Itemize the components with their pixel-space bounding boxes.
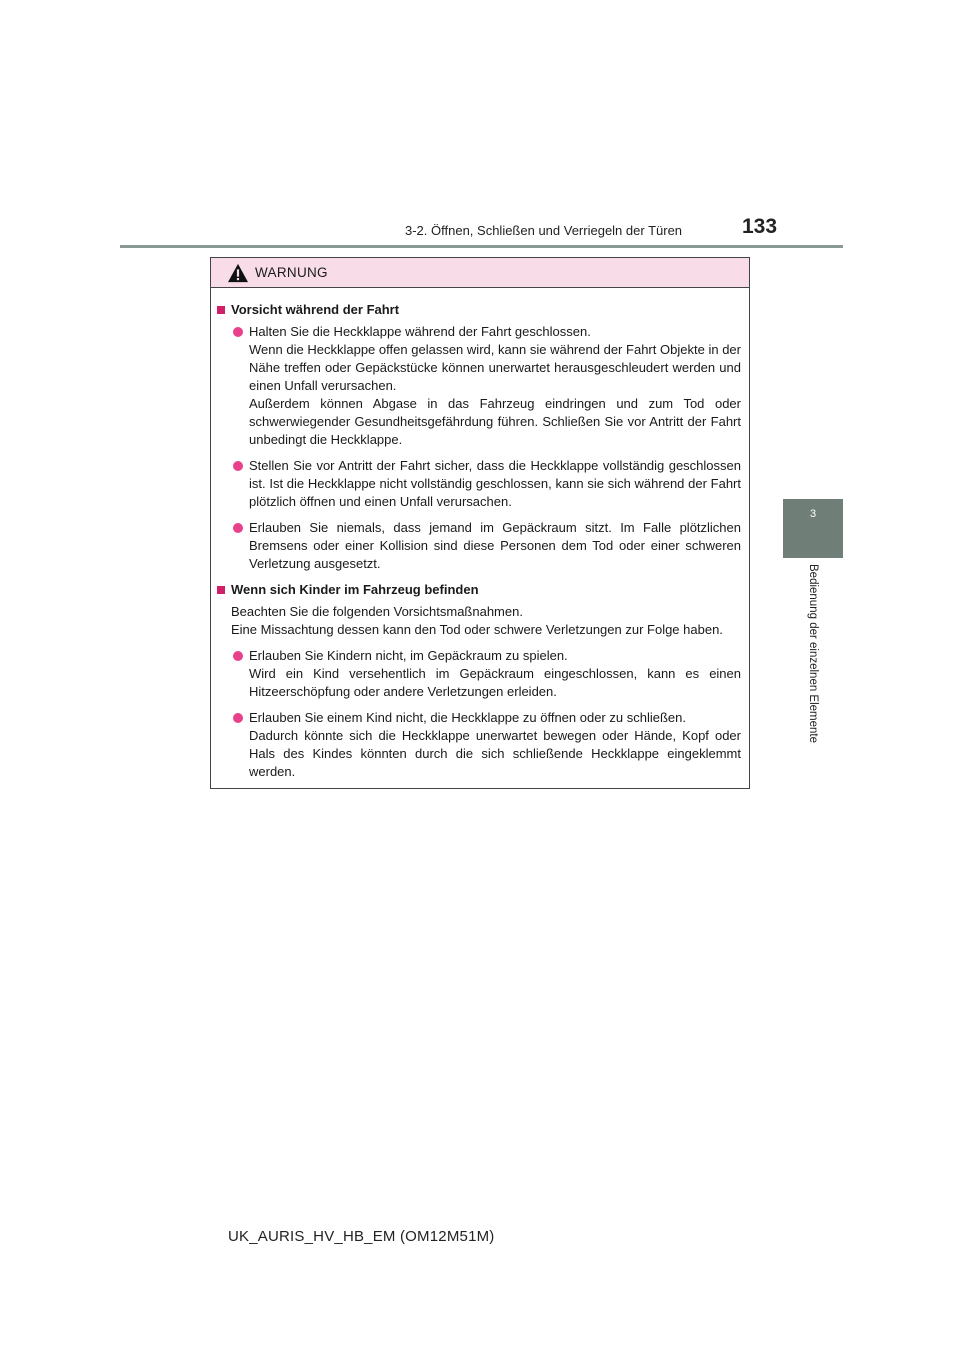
intro-text: Eine Missachtung dessen kann den Tod oder schwere Verletzungen zur Folge haben. xyxy=(231,622,723,637)
circle-bullet-icon xyxy=(233,327,243,337)
bullet-text: Wenn die Heckklappe offen gelassen wird, kann sie während der Fahrt Objekte in der Nähe treffen oder Gepäckstücke können unerwartet herausgeschleudert werden und einen Unfall verursachen. xyxy=(249,342,741,393)
square-bullet-icon xyxy=(217,306,225,314)
section-heading-text: Vorsicht während der Fahrt xyxy=(231,302,400,317)
circle-bullet-icon xyxy=(233,523,243,533)
bullet-text: Erlauben Sie niemals, dass jemand im Gepäckraum sitzt. Im Falle plötzlichen Bremsens oder einer Kollision sind diese Personen dem Tod oder einer schweren Verletzung ausgesetzt. xyxy=(249,520,741,571)
page-number: 133 xyxy=(742,215,778,238)
section-heading xyxy=(217,301,741,319)
bullet-text: Dadurch könnte sich die Heckklappe unerwartet bewegen oder Hände, Kopf oder Hals des Kindes könnten durch die sich schließende Heckklappe eingeklemmt werden. xyxy=(249,728,741,779)
section-heading-text: Wenn sich Kinder im Fahrzeug befinden xyxy=(231,582,479,597)
bullet-item xyxy=(233,647,741,701)
header-rule xyxy=(120,245,843,248)
section-intro xyxy=(231,603,741,639)
circle-bullet-icon xyxy=(233,461,243,471)
footer-manual-code: UK_AURIS_HV_HB_EM (OM12M51M) xyxy=(228,1228,495,1245)
bullet-text: Wird ein Kind versehentlich im Gepäckraum eingeschlossen, kann es einen Hitzeerschöpfung oder andere Verletzungen erleiden. xyxy=(249,666,741,699)
bullet-item xyxy=(233,323,741,449)
bullet-item xyxy=(233,457,741,511)
warning-box xyxy=(210,257,750,789)
circle-bullet-icon xyxy=(233,651,243,661)
circle-bullet-icon xyxy=(233,713,243,723)
bullet-text: Halten Sie die Heckklappe während der Fahrt geschlossen. xyxy=(249,324,591,339)
bullet-item xyxy=(233,709,741,781)
chapter-tab-label xyxy=(783,558,843,773)
running-header-section: 3-2. Öffnen, Schließen und Verriegeln der Türen xyxy=(405,223,683,238)
warning-title: WARNUNG xyxy=(255,265,328,280)
side-tab-spacer xyxy=(783,248,843,498)
square-bullet-icon xyxy=(217,586,225,594)
intro-text: Beachten Sie die folgenden Vorsichtsmaßnahmen. xyxy=(231,604,523,619)
warning-triangle-icon xyxy=(227,263,249,283)
chapter-tab-label-text: Bedienung der einzelnen Elemente xyxy=(807,564,819,744)
bullet-text: Stellen Sie vor Antritt der Fahrt sicher, dass die Heckklappe vollständig geschlossen ist. Ist die Heckklappe nicht vollständig geschlossen, kann sie sich während der Fahrt plötzlich öffnen und einen Unfall verursachen. xyxy=(249,458,741,509)
section-heading xyxy=(217,581,741,599)
warning-header xyxy=(211,258,749,288)
chapter-tab-number: 3 xyxy=(783,499,843,558)
warning-body xyxy=(211,288,749,781)
bullet-text: Außerdem können Abgase in das Fahrzeug eindringen und zum Tod oder schwerwiegender Gesundheitsgefährdung führen. Schließen Sie vor Antritt der Fahrt unbedingt die Heckklappe. xyxy=(249,396,741,447)
bullet-text: Erlauben Sie Kindern nicht, im Gepäckraum zu spielen. xyxy=(249,648,568,663)
bullet-text: Erlauben Sie einem Kind nicht, die Heckklappe zu öffnen oder zu schließen. xyxy=(249,710,686,725)
bullet-item xyxy=(233,519,741,573)
